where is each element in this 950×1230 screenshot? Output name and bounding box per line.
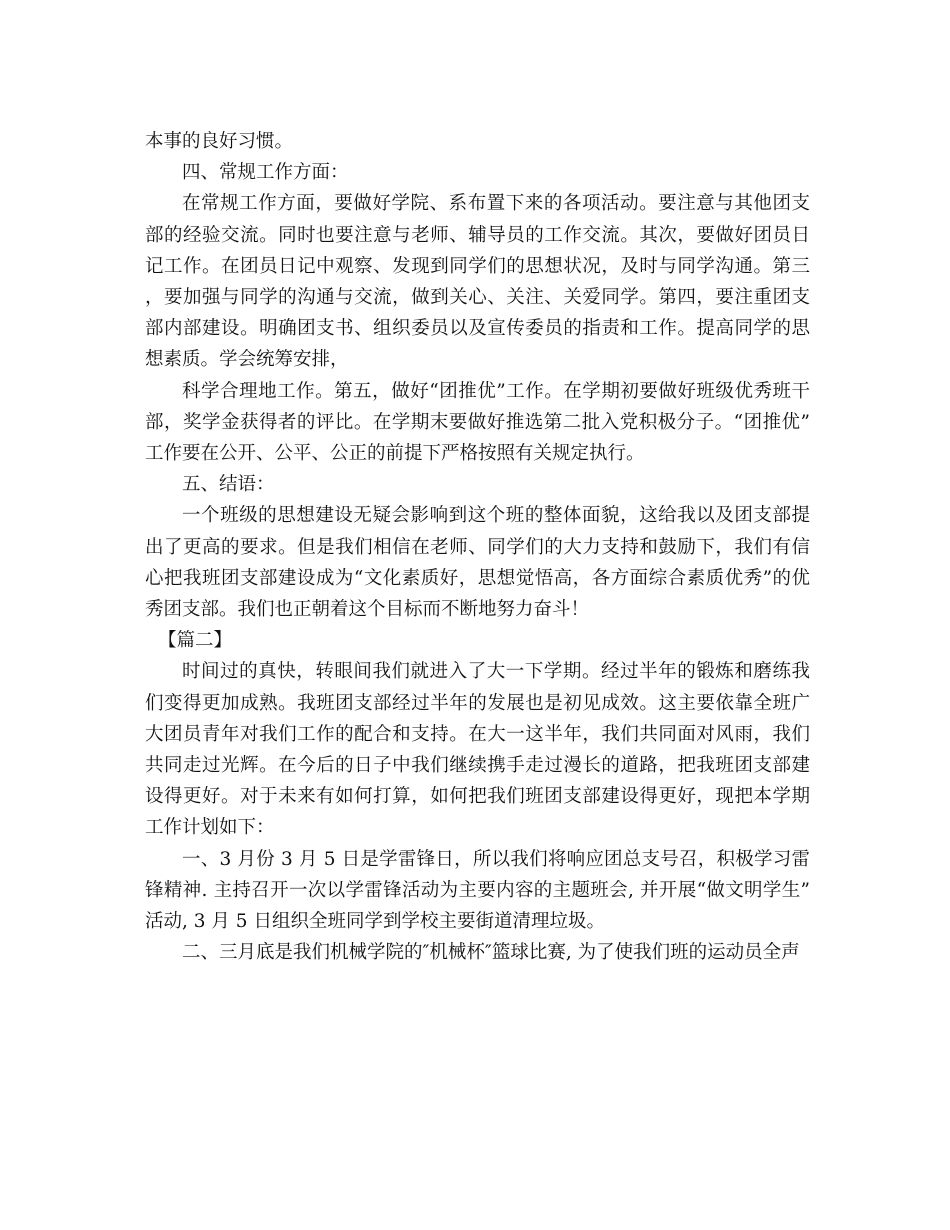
paragraph-tuituiyou: 科学合理地工作。第五，做好“团推优”工作。在学期初要做好班级优秀班干部，奖学金获得者的评比。在学期末要做好推选第二批入党积极分子。“团推优”工作要在公开、公平、公正的前提下严格按照有关规定执行。	[145, 380, 810, 465]
section-heading-routine-work: 四、常规工作方面：	[182, 162, 349, 184]
document-body	[145, 126, 810, 968]
paragraph-march-leifeng: 一、3 月份 3 月 5 日是学雷锋日，所以我们将响应团总支号召，积极学习雷锋精神. 主持召开一次以学雷锋活动为主要内容的主题班会, 并开展“做文明学生”活动, 3 月 5 日组织全班同学到学校主要街道清理垃圾。	[145, 848, 810, 933]
paragraph-conclusion: 一个班级的思想建设无疑会影响到这个班的整体面貌，这给我以及团支部提出了更高的要求。但是我们相信在老师、同学们的大力支持和鼓励下，我们有信心把我班团支部建设成为“文化素质好，思想觉悟高，各方面综合素质优秀”的优秀团支部。我们也正朝着这个目标而不断地努力奋斗！	[145, 505, 810, 621]
section-heading-conclusion: 五、结语：	[182, 474, 275, 496]
part-heading-two: 【篇二】	[157, 630, 232, 652]
paragraph-intro-part-two: 时间过的真快，转眼间我们就进入了大一下学期。经过半年的锻炼和磨练我们变得更加成熟。我班团支部经过半年的发展也是初见成效。这主要依靠全班广大团员青年对我们工作的配合和支持。在大一这半年，我们共同面对风雨，我们共同走过光辉。在今后的日子中我们继续携手走过漫长的道路，把我班团支部建设得更好。对于未来有如何打算，如何把我们班团支部建设得更好，现把本学期工作计划如下：	[145, 661, 810, 839]
paragraph-basketball: 二、三月底是我们机械学院的″机械杯″篮球比赛, 为了使我们班的运动员全声	[182, 942, 800, 964]
paragraph-routine-work: 在常规工作方面，要做好学院、系布置下来的各项活动。要注意与其他团支部的经验交流。同时也要注意与老师、辅导员的工作交流。其次，要做好团员日记工作。在团员日记中观察、发现到同学们的思想状况，及时与同学沟通。第三，要加强与同学的沟通与交流，做到关心、关注、关爱同学。第四，要注重团支部内部建设。明确团支书、组织委员以及宣传委员的指责和工作。提高同学的思想素质。学会统筹安排，	[145, 193, 810, 371]
paragraph-continuation: 本事的良好习惯。	[145, 131, 294, 152]
